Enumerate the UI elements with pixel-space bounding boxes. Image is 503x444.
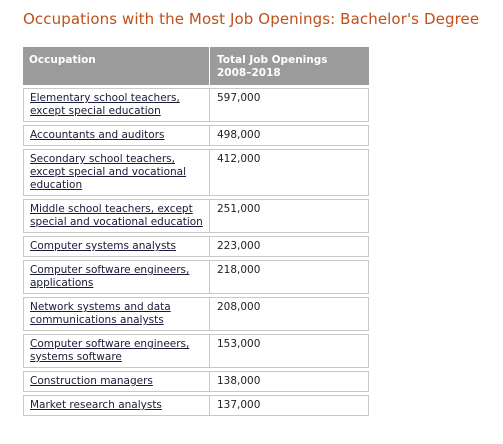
occupation-link[interactable]: Elementary school teachers, except special education (30, 92, 180, 117)
occupation-link[interactable]: Computer software engineers, applications (30, 264, 190, 289)
openings-cell: 138,000 (210, 371, 369, 392)
table-row (23, 149, 369, 196)
openings-column-header: Total Job Openings 2008–2018 (210, 47, 369, 85)
table-row (23, 297, 369, 331)
occupation-cell (23, 88, 210, 122)
occupation-link[interactable]: Middle school teachers, except special and vocational education (30, 203, 203, 228)
occupation-link[interactable]: Computer software engineers, systems software (30, 338, 190, 363)
occupation-cell (23, 371, 210, 392)
openings-cell: 218,000 (210, 260, 369, 294)
occupation-cell (23, 199, 210, 233)
openings-cell: 498,000 (210, 125, 369, 146)
table-row (23, 395, 369, 416)
openings-cell: 208,000 (210, 297, 369, 331)
occupation-link[interactable]: Secondary school teachers, except special and vocational education (30, 153, 187, 191)
occupation-cell (23, 260, 210, 294)
occupation-cell (23, 125, 210, 146)
table-row (23, 125, 369, 146)
occupation-column-header: Occupation (23, 47, 210, 85)
occupation-cell (23, 149, 210, 196)
openings-cell: 223,000 (210, 236, 369, 257)
occupation-link[interactable]: Accountants and auditors (30, 129, 165, 141)
openings-cell: 412,000 (210, 149, 369, 196)
occupations-table-container (23, 44, 369, 419)
occupation-link[interactable]: Network systems and data communications analysts (30, 301, 171, 326)
openings-cell: 137,000 (210, 395, 369, 416)
table-row (23, 334, 369, 368)
occupation-cell (23, 236, 210, 257)
occupation-link[interactable]: Construction managers (30, 375, 153, 387)
page-title: Occupations with the Most Job Openings: Bachelor's Degree (23, 10, 480, 28)
occupation-link[interactable]: Market research analysts (30, 399, 162, 411)
occupation-link[interactable]: Computer systems analysts (30, 240, 177, 252)
openings-cell: 597,000 (210, 88, 369, 122)
table-row (23, 371, 369, 392)
table-row (23, 260, 369, 294)
table-row (23, 199, 369, 233)
table-row (23, 88, 369, 122)
openings-cell: 153,000 (210, 334, 369, 368)
openings-cell: 251,000 (210, 199, 369, 233)
occupations-table (23, 44, 369, 419)
occupation-cell (23, 395, 210, 416)
occupation-cell (23, 334, 210, 368)
table-header-row (23, 47, 369, 85)
occupation-cell (23, 297, 210, 331)
table-row (23, 236, 369, 257)
